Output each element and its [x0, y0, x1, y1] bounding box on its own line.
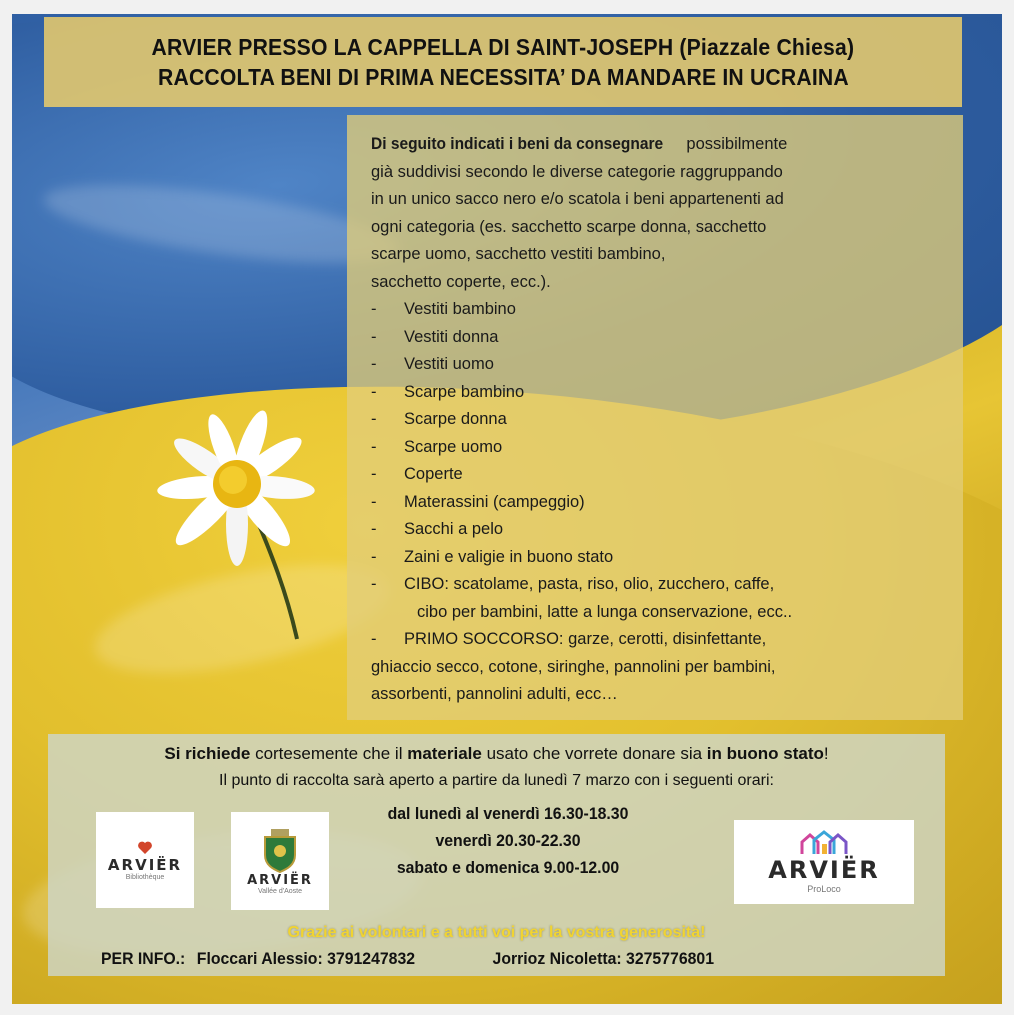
list-item: - Materassini (campeggio): [371, 492, 585, 511]
houses-icon: [800, 830, 848, 856]
info-label: PER INFO.:: [101, 949, 186, 968]
list-item: - Coperte: [371, 465, 463, 483]
opening-hours: [338, 800, 678, 881]
comune-logo: ARVIËR Vallée d'Aoste: [231, 812, 329, 910]
coat-of-arms-icon: [259, 827, 301, 873]
opening-text: Il punto di raccolta sarà aperto a partire da lunedì 7 marzo con i seguenti orari:: [219, 772, 774, 789]
hours-line: venerdì 20.30-22.30: [435, 831, 581, 850]
items-list: [371, 296, 945, 654]
list-item: - Scarpe bambino: [371, 382, 525, 401]
list-item: - Vestiti uomo: [371, 355, 494, 373]
thanks-text: Grazie ai volontari e a tutti voi per la vostra generosità!: [287, 924, 706, 941]
biblioteca-logo: ARVIËR Bibliothèque: [96, 812, 194, 908]
hours-line: sabato e domenica 9.00-12.00: [396, 858, 620, 877]
list-item: - Scarpe uomo: [371, 437, 503, 456]
heart-icon: [137, 840, 153, 856]
intro-line: già suddivisi secondo le diverse categorie raggruppando: [371, 162, 783, 181]
proloco-logo: ARVIËR ProLoco: [734, 820, 914, 904]
title-banner: [44, 17, 962, 107]
first-aid-line: assorbenti, pannolini adulti, ecc…: [371, 685, 618, 703]
intro-line: ogni categoria (es. sacchetto scarpe donna, sacchetto: [371, 217, 767, 236]
intro-text: possibilmente: [681, 135, 788, 153]
intro-bold: Di seguito indicati i beni da consegnare: [371, 135, 664, 153]
hours-line: dal lunedì al venerdì 16.30-18.30: [387, 804, 629, 823]
first-aid-line: ghiaccio secco, cotone, siringhe, pannolini per bambini,: [371, 657, 776, 676]
list-item-continuation: cibo per bambini, latte a lunga conservazione, ecc..: [417, 602, 793, 621]
list-item: - PRIMO SOCCORSO: garze, cerotti, disinfettante,: [371, 630, 767, 648]
request-text: Si richiede cortesemente che il materiale usato che vorrete donare sia in buono stato!: [164, 744, 829, 763]
list-item: - Zaini e valigie in buono stato: [371, 547, 614, 566]
list-item: - Vestiti donna: [371, 327, 499, 346]
title-line-1: ARVIER PRESSO LA CAPPELLA DI SAINT-JOSEPH (Piazzale Chiesa): [151, 34, 855, 60]
intro-line: sacchetto coperte, ecc.).: [371, 272, 551, 291]
list-item: - Sacchi a pelo: [371, 520, 504, 538]
list-item: - CIBO: scatolame, pasta, riso, olio, zucchero, caffe,: [371, 575, 775, 593]
contact-info: [101, 949, 714, 969]
intro-line: in un unico sacco nero e/o scatola i beni appartenenti ad: [371, 190, 784, 208]
intro-line: scarpe uomo, sacchetto vestiti bambino,: [371, 245, 666, 263]
daisy-flower-image: [122, 404, 362, 644]
contact-nicoletta: Jorrioz Nicoletta: 3275776801: [492, 949, 714, 968]
intro-paragraph: [371, 131, 945, 159]
contact-alessio: Floccari Alessio: 3791247832: [196, 949, 416, 968]
info-footer-panel: [48, 734, 945, 976]
items-panel: [347, 115, 963, 720]
title-line-2: RACCOLTA BENI DI PRIMA NECESSITA’ DA MANDARE IN UCRAINA: [157, 64, 849, 90]
list-item: - Vestiti bambino: [371, 300, 516, 318]
list-item: - Scarpe donna: [371, 410, 507, 428]
